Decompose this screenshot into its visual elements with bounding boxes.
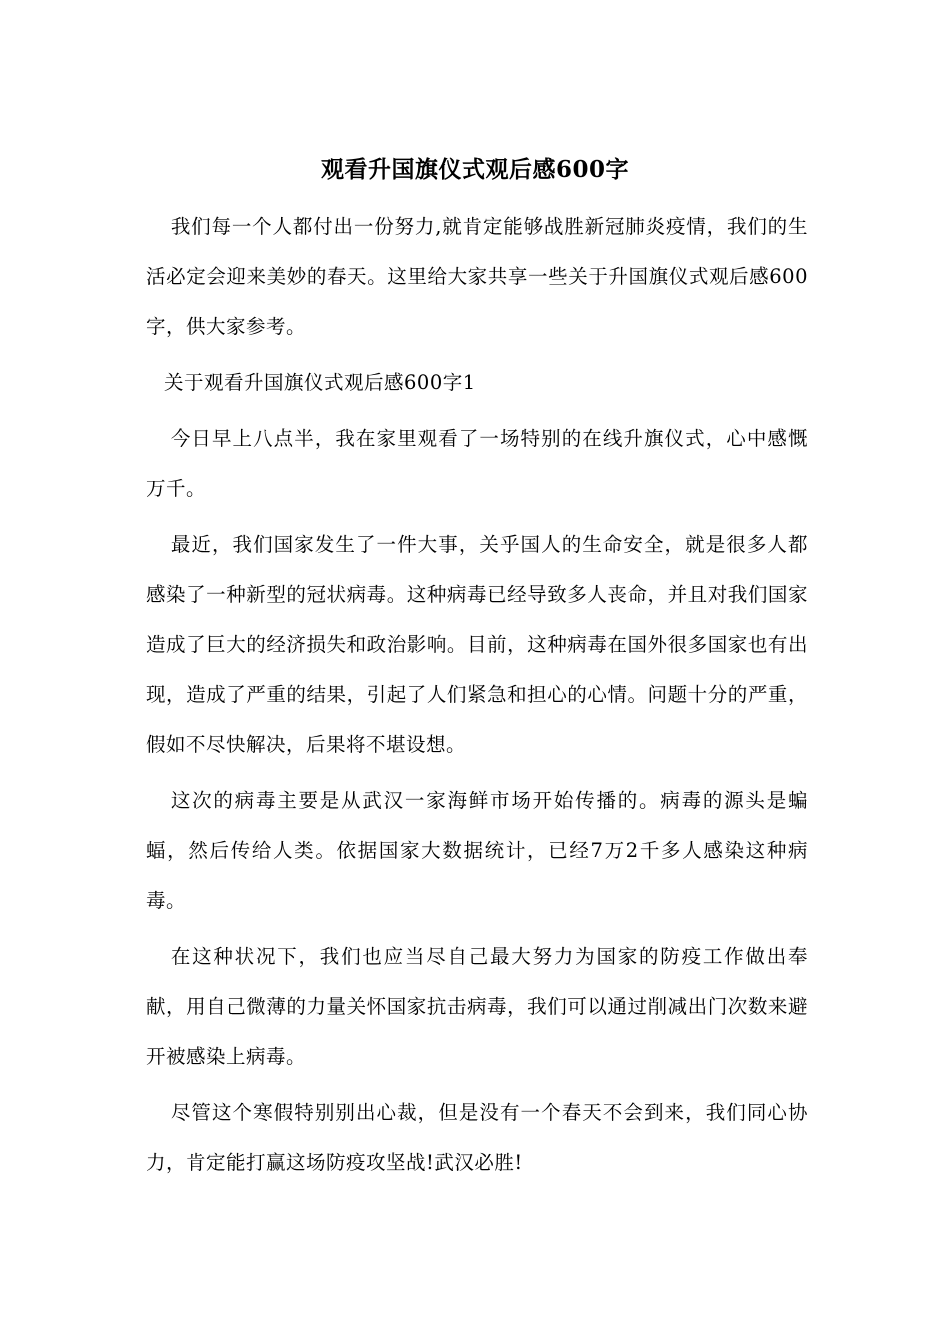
body-paragraph-1: 今日早上八点半，我在家里观看了一场特别的在线升旗仪式，心中感慨万千。 <box>146 427 808 500</box>
intro-paragraph: 我们每一个人都付出一份努力,就肯定能够战胜新冠肺炎疫情，我们的生活必定会迎来美妙的春天。这里给大家共享一些关于升国旗仪式观后感600字，供大家参考。 <box>146 215 808 338</box>
body-paragraph-4: 在这种状况下，我们也应当尽自己最大努力为国家的防疫工作做出奉献，用自己微薄的力量关怀国家抗击病毒，我们可以通过削减出门次数来避开被感染上病毒。 <box>146 945 808 1068</box>
body-paragraph-3: 这次的病毒主要是从武汉一家海鲜市场开始传播的。病毒的源头是蝙蝠，然后传给人类。依据国家大数据统计，已经7万2千多人感染这种病毒。 <box>146 789 808 912</box>
body-paragraph-5: 尽管这个寒假特别别出心裁，但是没有一个春天不会到来，我们同心协力，肯定能打赢这场防疫攻坚战!武汉必胜! <box>146 1101 808 1174</box>
section-heading: 关于观看升国旗仪式观后感600字1 <box>164 371 476 394</box>
body-paragraph-2: 最近，我们国家发生了一件大事，关乎国人的生命安全，就是很多人都感染了一种新型的冠状病毒。这种病毒已经导致多人丧命，并且对我们国家造成了巨大的经济损失和政治影响。目前，这种病毒在国外很多国家也有出现，造成了严重的结果，引起了人们紧急和担心的心情。问题十分的严重，假如不尽快解决，后果将不堪设想。 <box>146 533 808 756</box>
document-body <box>146 202 808 1194</box>
document-title: 观看升国旗仪式观后感600字 <box>320 156 629 183</box>
